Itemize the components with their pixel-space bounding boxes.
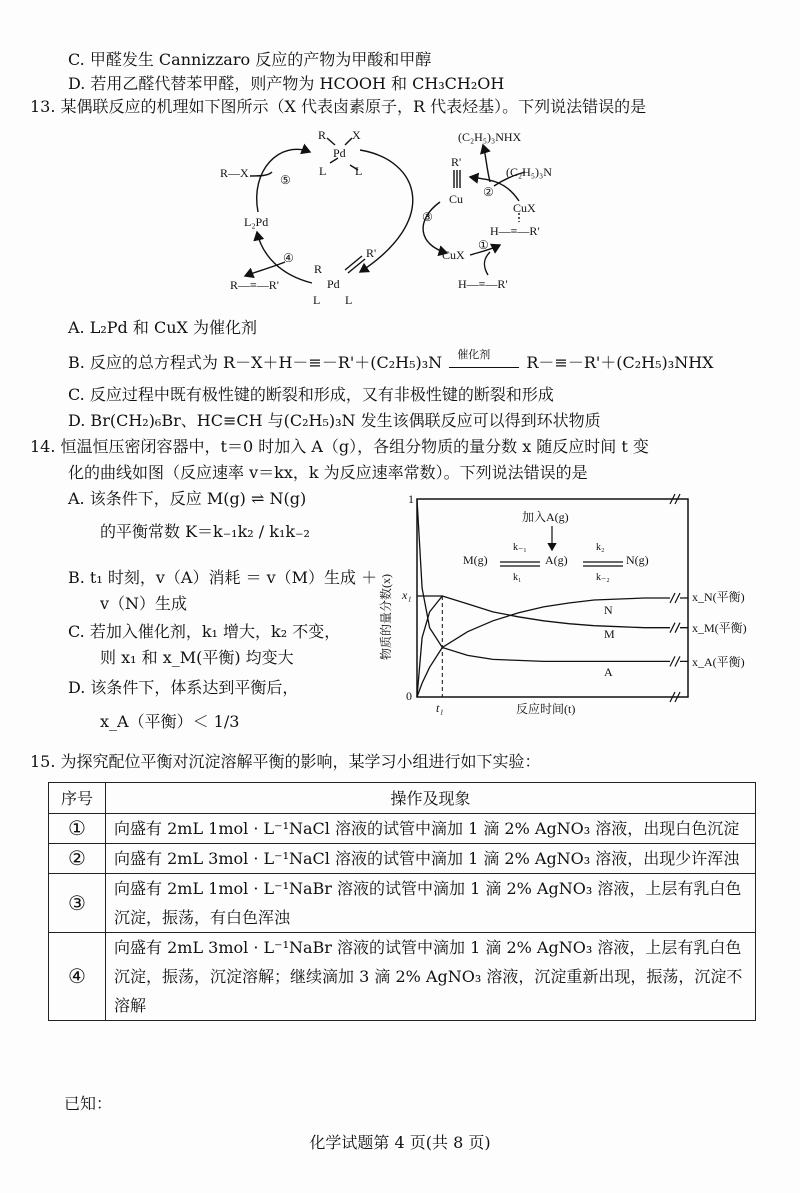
row-text: 向盛有 2mL 1mol · L⁻¹NaBr 溶液的试管中滴加 1 滴 2% AgNO₃ 溶液，上层有乳白色沉淀，振荡，有白色浑浊 [106,874,756,933]
annotation-m: M(g) [463,553,488,567]
q14-stem-1: 14. 恒温恒压密闭容器中，t＝0 时加入 A（g），各组分物质的量分数 x 随反应时间 t 变 [30,437,649,456]
q13-option-b-products: R－≡－R'＋(C₂H₅)₃NHX [526,353,714,372]
q13-option-b-reactants: B. 反应的总方程式为 R－X＋H－≡－R'＋(C₂H₅)₃N [68,353,443,372]
rx-label: R—X [220,166,249,180]
step-2: ② [483,185,494,199]
q14-option-a-1: A. 该条件下，反应 M(g) ⇌ N(g) [68,489,307,508]
known-label: 已知： [64,1094,113,1113]
q15-stem: 15. 为探究配位平衡对沉淀溶解平衡的影响，某学习小组进行如下实验： [30,752,541,771]
cux-top: CuX [513,201,536,215]
q14-option-d-1: D. 该条件下，体系达到平衡后， [68,678,299,697]
annotation-n: N(g) [626,553,649,567]
table-row [49,933,756,1021]
axis-break-mark [670,656,675,666]
annotation-a: A(g) [545,553,568,567]
row-text: 向盛有 2mL 3mol · L⁻¹NaBr 溶液的试管中滴加 1 滴 2% AgNO₃ 溶液，上层有乳白色沉淀，振荡，沉淀溶解；继续滴加 3 滴 2% AgNO₃ 溶液，沉淀重新出现，振荡，沉淀不溶解 [106,933,756,1021]
annotation-k2: k₂ [596,542,605,553]
y-axis-label: 物质的量分数(x) [379,574,393,660]
q13-option-d: D. Br(CH₂)₆Br、HC≡CH 与(C₂H₅)₃N 发生该偶联反应可以得到环状物质 [68,411,601,430]
cu-alkyne-rp: R' [451,155,462,169]
row-text: 向盛有 2mL 1mol · L⁻¹NaCl 溶液的试管中滴加 1 滴 2% AgNO₃ 溶液，出现白色沉淀 [106,814,756,844]
page-footer: 化学试题第 4 页(共 8 页) [309,1133,491,1152]
header-operation: 操作及现象 [106,783,756,814]
header-number: 序号 [49,783,106,814]
step-3: ③ [422,210,433,224]
pd-bottom-rp: R' [366,246,377,260]
end-label-a: x_A(平衡) [692,655,745,669]
pd-top-x: X [352,128,361,142]
axis-break-mark [670,593,675,603]
annotation-k-2: k₋₂ [596,572,610,583]
row-text: 向盛有 2mL 3mol · L⁻¹NaCl 溶液的试管中滴加 1 滴 2% AgNO₃ 溶液，出现少许浑浊 [106,844,756,874]
table-row [49,844,756,874]
row-number: ③ [49,874,106,933]
annotation-add-a: 加入A(g) [522,510,569,524]
q14-stem-2: 化的曲线如图（反应速率 v＝kx，k 为反应速率常数）。下列说法错误的是 [68,463,588,482]
row-number: ④ [49,933,106,1021]
axis-break-mark [675,593,680,603]
pd-top: Pd [333,146,346,160]
table-row [49,874,756,933]
q12-option-d: D. 若用乙醛代替苯甲醛，则产物为 HCOOH 和 CH₃CH₂OH [68,74,505,93]
q13-option-a: A. L₂Pd 和 CuX 为催化剂 [68,318,257,337]
nhx-label: (C₂H₅)₃NHX [458,130,522,144]
series-line-n [417,598,688,697]
pd-top-r: R [318,128,327,142]
q14-option-b-2: v（N）生成 [100,594,188,613]
annotation-k1: k₁ [513,572,522,583]
cu-alkyne-cu: Cu [449,192,464,206]
h-alkyne-top: H—≡—R' [490,224,540,238]
q14-option-b-1: B. t₁ 时刻，v（A）消耗 ＝ v（M）生成 ＋ [68,568,378,587]
product-label: R—≡—R' [230,278,279,292]
axis-break-mark [675,623,680,633]
ligand-l: L [345,293,353,307]
q15-experiment-table [48,782,756,1021]
series-line-m [417,596,688,697]
axis-break-mark [670,623,675,633]
y-tick-0: 0 [406,689,412,703]
annotation-k-1: k₋₁ [513,542,527,553]
pd-bottom: Pd [327,277,340,291]
row-number: ① [49,814,106,844]
q14-option-c-1: C. 若加入催化剂，k₁ 增大，k₂ 不变， [68,622,341,641]
series-label-a: A [604,665,613,679]
x-tick-t1: t₁ [436,701,444,715]
q13-stem: 13. 某偶联反应的机理如下图所示（X 代表卤素原子，R 代表烃基）。下列说法错误的是 [30,97,647,116]
q13-option-c: C. 反应过程中既有极性键的断裂和形成，又有非极性键的断裂和形成 [68,385,554,404]
table-row [49,814,756,844]
y-tick-1: 1 [408,492,414,506]
end-label-m: x_M(平衡) [692,621,747,635]
pd-bottom-r: R [314,262,323,276]
q12-option-c: C. 甲醛发生 Cannizzaro 反应的产物为甲酸和甲醇 [68,50,432,69]
step-5: ⑤ [280,173,291,187]
series-label-m: M [604,627,615,641]
q14-option-c-2: 则 x₁ 和 x_M(平衡) 均变大 [100,648,294,667]
amine-label: (C₂H₅)₃N [506,165,552,179]
ligand-l: L [355,164,363,178]
y-tick-x1: x₁ [402,588,412,602]
table-header-row [49,783,756,814]
ligand-l: L [313,293,321,307]
end-label-n: x_N(平衡) [692,590,745,604]
x-axis-label: 反应时间(t) [516,702,576,716]
q14-option-a-2: 的平衡常数 K＝k₋₁k₂ / k₁k₋₂ [100,522,310,541]
q14-option-d-2: x_A（平衡）＜ 1/3 [100,712,240,731]
cux-bottom: CuX [442,248,465,262]
step-4: ④ [283,251,294,265]
h-alkyne-bottom: H—≡—R' [458,277,508,291]
step-1: ① [478,238,489,252]
l2pd-label: L₂Pd [244,215,269,229]
axis-break-mark [675,656,680,666]
row-number: ② [49,844,106,874]
series-label-n: N [604,603,613,617]
ligand-l: L [319,164,327,178]
catalyst-label: 催化剂 [457,348,491,361]
